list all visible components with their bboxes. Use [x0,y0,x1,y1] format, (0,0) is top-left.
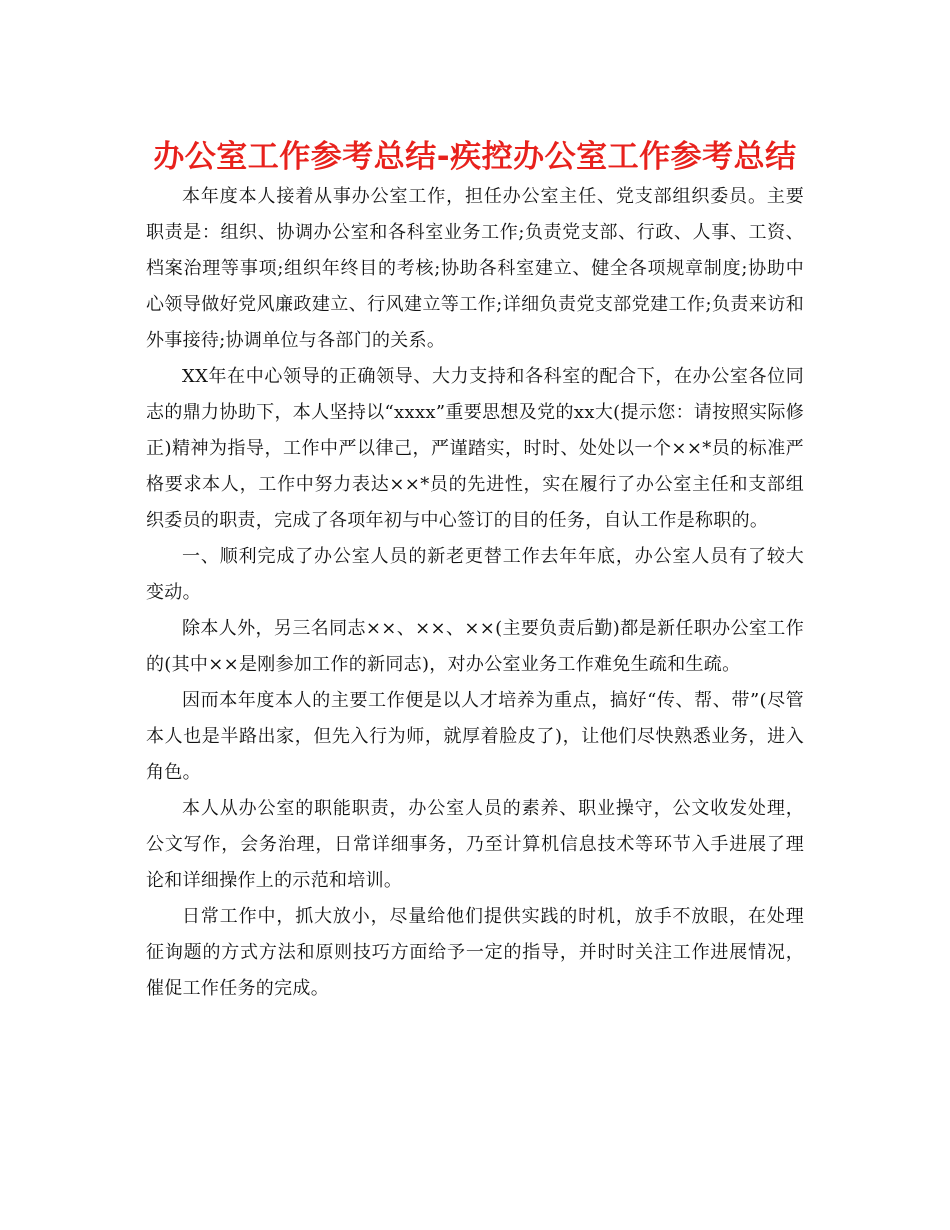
paragraph-new-staff: 除本人外，另三名同志××、××、××(主要负责后勤)都是新任职办公室工作的(其中××是刚参加工作的新同志)，对办公室业务工作难免生疏和生疏。 [146,618,804,675]
document-body [146,179,804,1007]
document-title: 办公室工作参考总结-疾控办公室工作参考总结 [153,139,797,175]
paragraph-section-one: 一、顺利完成了办公室人员的新老更替工作去年年底，办公室人员有了较大变动。 [146,546,804,603]
paragraph-daily-work: 日常工作中，抓大放小，尽量给他们提供实践的时机，放手不放眼，在处理征询题的方式方法和原则技巧方面给予一定的指导，并时时关注工作进展情况，催促工作任务的完成。 [146,906,804,999]
paragraph-annual-summary: XX年在中心领导的正确领导、大力支持和各科室的配合下，在办公室各位同志的鼎力协助下，本人坚持以“xxxx”重要思想及党的xx大(提示您：请按照实际修正)精神为指导，工作中严以律己，严谨踏实，时时、处处以一个××*员的标准严格要求本人，工作中努力表达××*员的先进性，实在履行了办公室主任和支部组织委员的职责，完成了各项年初与中心签订的目的任务，自认工作是称职的。 [146,366,804,531]
paragraph-duties: 本年度本人接着从事办公室工作，担任办公室主任、党支部组织委员。主要职责是：组织、协调办公室和各科室业务工作;负责党支部、行政、人事、工资、档案治理等事项;组织年终目的考核;协助各科室建立、健全各项规章制度;协助中心领导做好党风廉政建立、行风建立等工作;详细负责党支部党建工作;负责来访和外事接待;协调单位与各部门的关系。 [146,186,804,351]
paragraph-training-content: 本人从办公室的职能职责，办公室人员的素养、职业操守，公文收发处理，公文写作，会务治理，日常详细事务，乃至计算机信息技术等环节入手进展了理论和详细操作上的示范和培训。 [146,798,804,891]
paragraph-training-focus: 因而本年度本人的主要工作便是以人才培养为重点，搞好“传、帮、带”(尽管本人也是半路出家，但先入行为师，就厚着脸皮了)，让他们尽快熟悉业务，进入角色。 [146,690,804,783]
